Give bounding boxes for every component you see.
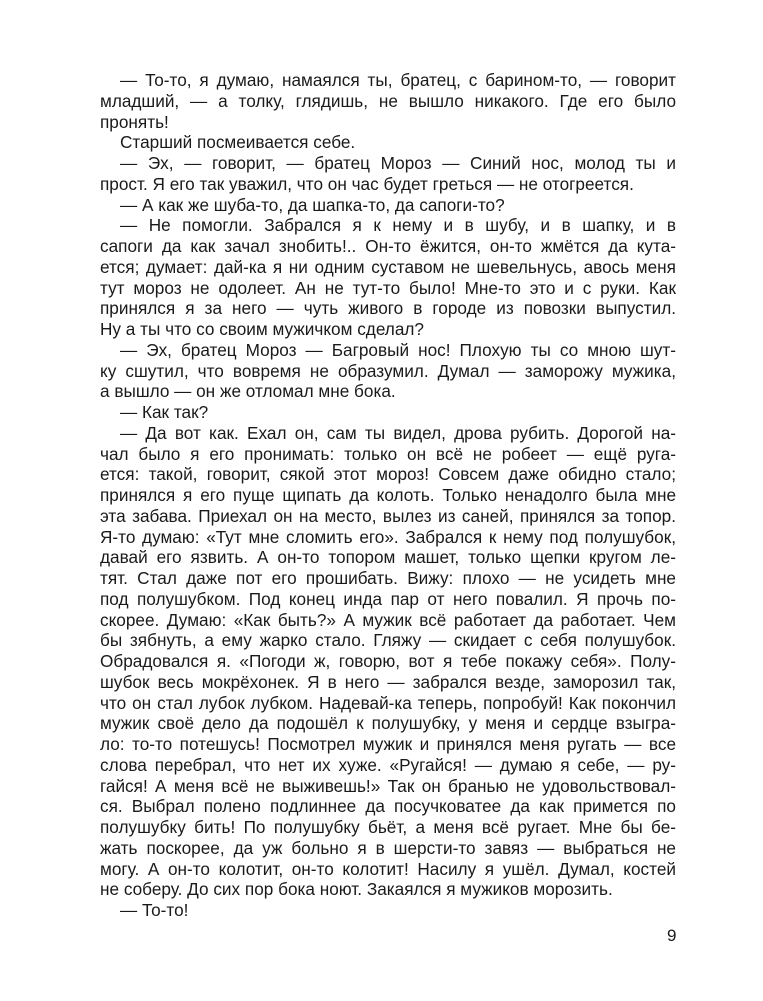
text-line: могу. А он-то колотит, он-то колотит! Насилу я ушёл. Думал, костей: [100, 858, 676, 879]
text-line: тят. Стал даже пот его прошибать. Вижу: плохо — не усидеть мне: [100, 568, 676, 588]
text-line: — Как так?: [120, 402, 209, 422]
text-line: гайся! А меня всё не выживешь!» Так он бранью не удовольствовал-: [100, 775, 676, 796]
text-line: мужик своё дело да подошёл к полушубку, у меня и сердце взыгра-: [100, 713, 676, 734]
text-line: — То-то, я думаю, намаялся ты, братец, с барином-то, — говорит: [120, 70, 676, 90]
text-line: ло: то-то потешусь! Посмотрел мужик и принялся меня ругать — все: [100, 734, 676, 754]
text-line: бы зябнуть, а ему жарко стало. Гляжу — скидает с себя полушубок.: [100, 630, 676, 651]
text-line: принялся я его пуще щипать да колоть. Только ненадолго была мне: [100, 485, 676, 505]
text-line: Ну а ты что со своим мужичком сделал?: [100, 319, 424, 339]
text-line: принялся я за него — чуть живого в городе из повозки выпустил.: [100, 298, 676, 319]
text-line: скорее. Думаю: «Как быть?» А мужик всё работает да работает. Чем: [100, 609, 676, 630]
text-line: — А как же шуба-то, да шапка-то, да сапоги-то?: [120, 194, 505, 215]
text-line: тут мороз не одолеет. Ан не тут-то было! Мне-то это и с руки. Как: [100, 277, 676, 298]
text-line: — То-то!: [120, 900, 189, 920]
text-line: — Да вот как. Ехал он, сам ты видел, дрова рубить. Дорогой на-: [120, 422, 676, 443]
text-line: давай его язвить. А он-то топором машет, только щепки кругом ле-: [100, 547, 676, 568]
text-line: эта забава. Приехал он на место, вылез из саней, принялся за топор.: [100, 505, 676, 526]
text-line: сапоги да как зачал знобить!.. Он-то ёжится, он-то жмётся да кута-: [100, 236, 676, 256]
text-line: полушубку бить! По полушубку бьёт, а меня всё ругает. Мне бы бе-: [100, 817, 676, 837]
page-number: 9: [667, 926, 677, 945]
text-line: ку сшутил, что вовремя не образумил. Думал — заморожу мужика,: [100, 360, 676, 381]
text-line: не соберу. До сих пор бока ноют. Закаялся я мужиков морозить.: [100, 879, 613, 900]
text-line: что он стал лубок лубком. Надевай-ка теперь, попробуй! Как покончил: [100, 692, 676, 713]
text-line: прост. Я его так уважил, что он час будет греться — не отогреется.: [100, 173, 634, 194]
text-line: Обрадовался я. «Погоди ж, говорю, вот я тебе покажу себя». Полу-: [100, 651, 676, 671]
text-line: пронять!: [100, 111, 169, 132]
text-line: под полушубком. Под конец инда пар от него повалил. Я прочь по-: [100, 588, 676, 609]
text-line: Старший посмеивается себе.: [120, 132, 356, 153]
text-line: — Эх, братец Мороз — Багровый нос! Плохую ты со мною шут-: [120, 339, 676, 360]
text-line: ется: такой, говорит, сякой этот мороз! Совсем даже обидно стало;: [100, 464, 676, 485]
story-text: [100, 70, 676, 921]
text-line: Я-то думаю: «Тут мне сломить его». Забрался к нему под полушубок,: [100, 526, 676, 547]
text-line: шубок весь мокрёхонек. Я в него — забрался везде, заморозил так,: [100, 671, 676, 692]
text-line: чал было я его пронимать: только он всё не робеет — ещё руга-: [100, 443, 676, 464]
text-line: ся. Выбрал полено подлиннее да посучковатее да как примется по: [100, 796, 676, 817]
text-line: младший, — а толку, глядишь, не вышло никакого. Где его было: [100, 90, 676, 111]
text-line: — Не помогли. Забрался я к нему и в шубу, и в шапку, и в: [120, 215, 676, 236]
text-line: жать поскорее, да уж больно я в шерсти-то завяз — выбраться не: [100, 837, 676, 858]
text-line: слова перебрал, что нет их хуже. «Ругайся! — думаю я себе, — ру-: [100, 754, 676, 775]
text-line: а вышло — он же отломал мне бока.: [100, 381, 396, 402]
text-line: ется; думает: дай-ка я ни одним суставом не шевельнусь, авось меня: [100, 256, 676, 277]
text-line: — Эх, — говорит, — братец Мороз — Синий нос, молод ты и: [120, 153, 676, 173]
